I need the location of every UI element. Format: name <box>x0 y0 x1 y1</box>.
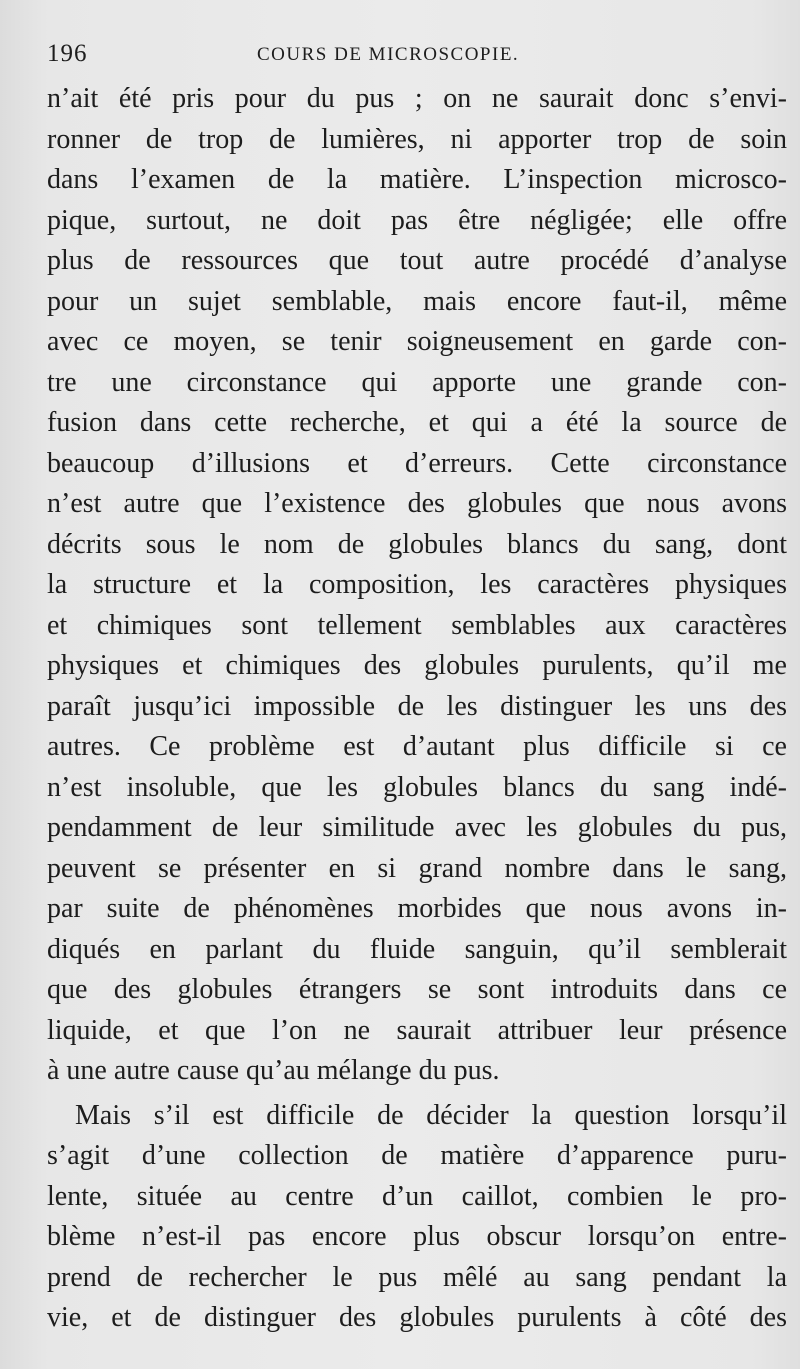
text-line: décrits sous le nom de globules blancs du sang, dont <box>47 528 787 560</box>
text-line: la structure et la composition, les caractères physiques <box>47 569 787 600</box>
body-text <box>47 79 787 1339</box>
text-line: par suite de phénomènes morbides que nous avons in- <box>47 893 787 924</box>
text-line: plus de ressources que tout autre procédé d’analyse <box>47 245 787 276</box>
text-line: pour un sujet semblable, mais encore faut-il, même <box>47 285 787 317</box>
text-line: que des globules étrangers se sont introduits dans ce <box>47 974 787 1005</box>
text-line: n’est autre que l’existence des globules que nous avons <box>47 488 787 519</box>
text-line: et chimiques sont tellement semblables aux caractères <box>47 609 787 641</box>
text-line: physiques et chimiques des globules purulents, qu’il me <box>47 650 787 681</box>
running-head <box>47 40 750 76</box>
paragraph-2 <box>47 1096 787 1339</box>
paragraph-1 <box>47 79 787 1092</box>
text-line: fusion dans cette recherche, et qui a été la source de <box>47 407 787 438</box>
text-line: n’est insoluble, que les globules blancs du sang indé- <box>47 771 787 803</box>
running-title: COURS DE MICROSCOPIE. <box>257 44 520 65</box>
text-line: Mais s’il est difficile de décider la question lorsqu’il <box>75 1099 787 1131</box>
text-line: s’agit d’une collection de matière d’apparence puru- <box>47 1140 787 1171</box>
text-line: liquide, et que l’on ne saurait attribuer leur présence <box>47 1014 787 1046</box>
text-line: vie, et de distinguer des globules purulents à côté des <box>47 1302 787 1333</box>
text-line: pique, surtout, ne doit pas être négligée; elle offre <box>47 204 787 236</box>
text-line: tre une circonstance qui apporte une grande con- <box>47 366 787 398</box>
text-line: peuvent se présenter en si grand nombre dans le sang, <box>47 852 787 884</box>
text-line: dans l’examen de la matière. L’inspection microsco- <box>47 164 787 195</box>
text-line: beaucoup d’illusions et d’erreurs. Cette circonstance <box>47 447 787 479</box>
text-line: paraît jusqu’ici impossible de les distinguer les uns des <box>47 690 787 722</box>
text-line: lente, située au centre d’un caillot, combien le pro- <box>47 1180 787 1212</box>
text-line: à une autre cause qu’au mélange du pus. <box>47 1055 500 1086</box>
page-number: 196 <box>47 40 88 67</box>
text-line: n’ait été pris pour du pus ; on ne saurait donc s’envi- <box>47 83 787 114</box>
text-line: autres. Ce problème est d’autant plus difficile si ce <box>47 731 787 762</box>
text-line: avec ce moyen, se tenir soigneusement en garde con- <box>47 326 787 357</box>
text-line: diqués en parlant du fluide sanguin, qu’il semblerait <box>47 933 787 965</box>
text-line: blème n’est-il pas encore plus obscur lorsqu’on entre- <box>47 1221 787 1252</box>
text-line: pendamment de leur similitude avec les globules du pus, <box>47 812 787 843</box>
text-line: ronner de trop de lumières, ni apporter trop de soin <box>47 123 787 155</box>
text-line: prend de rechercher le pus mêlé au sang pendant la <box>47 1261 787 1293</box>
